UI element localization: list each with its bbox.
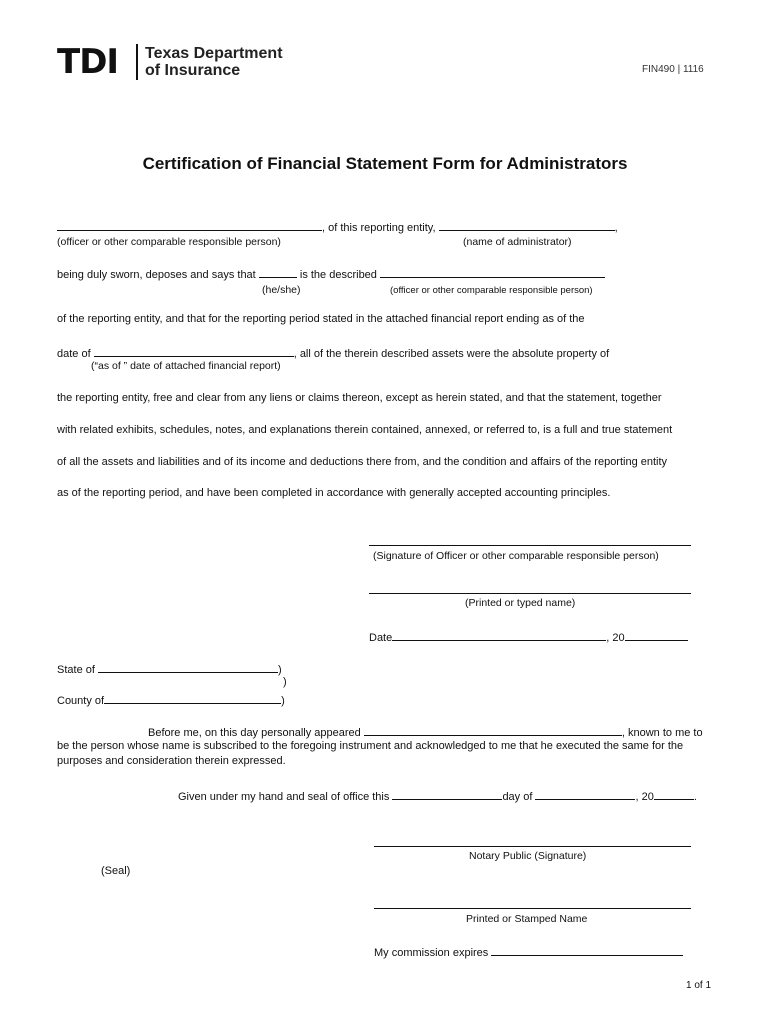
given-month-blank[interactable]: [535, 788, 635, 800]
given-day-text: day of: [502, 791, 533, 803]
appeared-line: [148, 724, 703, 739]
date-signed-line: [369, 629, 688, 644]
notary-signature-caption: Notary Public (Signature): [469, 850, 587, 862]
officer-name-blank[interactable]: [57, 219, 322, 231]
given-start-text: Given under my hand and seal of office this: [178, 791, 390, 803]
paren-2: ): [283, 676, 287, 688]
agency-line-1: Texas Department: [145, 45, 283, 62]
state-blank[interactable]: [98, 661, 278, 673]
officer-signature-caption: (Signature of Officer or other comparable responsible person): [373, 550, 659, 562]
form-title: Certification of Financial Statement Form for Administrators: [142, 154, 628, 173]
given-year-text: , 20: [635, 791, 654, 803]
caption-heshe: (he/she): [262, 284, 301, 296]
agency-line-2: of Insurance: [145, 62, 241, 79]
reporting-period-text: of the reporting entity, and that for the reporting period stated in the attached financial report ending as of the: [57, 313, 585, 325]
given-end-text: .: [693, 791, 697, 803]
paragraph-line-1: the reporting entity, free and clear from any liens or claims thereon, except as herein stated, and that the statement, together: [57, 392, 662, 404]
given-line: [178, 788, 697, 803]
state-line: [57, 661, 282, 676]
tdi-logo: TDI: [57, 42, 119, 82]
given-year-blank[interactable]: [654, 788, 694, 800]
given-day-blank[interactable]: [392, 788, 502, 800]
state-label: State of: [57, 664, 95, 676]
line2-start-text: being duly sworn, deposes and says that: [57, 269, 256, 281]
administrator-name-blank[interactable]: [439, 219, 615, 231]
title-blank[interactable]: [380, 266, 605, 278]
commission-line: [374, 944, 683, 959]
county-line: [57, 692, 285, 707]
appeared-end-text: , known to me to: [621, 727, 703, 739]
deposes-line: [57, 266, 605, 281]
printed-name-line[interactable]: [369, 593, 691, 594]
officer-line: [57, 219, 618, 234]
stamped-name-caption: Printed or Stamped Name: [466, 913, 588, 925]
date-signed-blank[interactable]: [392, 629, 606, 641]
heshe-blank[interactable]: [259, 266, 297, 278]
caption-officer: (officer or other comparable responsible person): [57, 236, 281, 248]
paren-1: ): [277, 664, 282, 676]
seal-label: (Seal): [101, 865, 131, 877]
paragraph-line-3: of all the assets and liabilities and of its income and deductions there from, and the condition and affairs of the reporting entity: [57, 456, 668, 468]
as-of-date-blank[interactable]: [94, 345, 294, 357]
caption-administrator: (name of administrator): [463, 236, 572, 248]
line1-mid-text: , of this reporting entity,: [322, 222, 436, 234]
page-number: 1 of 1: [686, 980, 712, 991]
logo-divider: [136, 44, 138, 80]
county-label: County of: [57, 695, 105, 707]
form-number: FIN490 | 1116: [642, 64, 704, 75]
county-blank[interactable]: [104, 692, 281, 704]
printed-name-caption: (Printed or typed name): [465, 597, 576, 609]
line4-start-text: date of: [57, 348, 91, 360]
line2-mid-text: is the described: [299, 269, 377, 281]
line1-end-text: ,: [614, 222, 618, 234]
officer-signature-line[interactable]: [369, 545, 691, 546]
paren-3: ): [281, 695, 285, 707]
date-label: Date: [369, 632, 393, 644]
notary-text-line-3: purposes and consideration therein expressed.: [57, 755, 286, 767]
paragraph-line-2: with related exhibits, schedules, notes, and explanations therein contained, annexed, or referred to, is a full and true statement: [57, 424, 673, 436]
commission-label: My commission expires: [374, 947, 489, 959]
notary-signature-line[interactable]: [374, 846, 691, 847]
agency-name: [145, 45, 283, 79]
caption-officer-2: (officer or other comparable responsible person): [390, 285, 593, 296]
year-prefix: , 20: [606, 632, 625, 644]
appeared-name-blank[interactable]: [364, 724, 622, 736]
appeared-start-text: Before me, on this day personally appeared: [148, 727, 361, 739]
caption-as-of: (“as of ” date of attached financial report): [91, 360, 281, 372]
year-blank[interactable]: [625, 629, 688, 641]
stamped-name-line[interactable]: [374, 908, 691, 909]
notary-text-line-2: be the person whose name is subscribed to the foregoing instrument and acknowledged to me that he executed the same for the: [57, 740, 684, 752]
paragraph-line-4: as of the reporting period, and have been completed in accordance with generally accepted accounting principles.: [57, 487, 611, 499]
commission-blank[interactable]: [491, 944, 683, 956]
date-line: [57, 345, 609, 360]
line4-end-text: , all of the therein described assets were the absolute property of: [293, 348, 610, 360]
